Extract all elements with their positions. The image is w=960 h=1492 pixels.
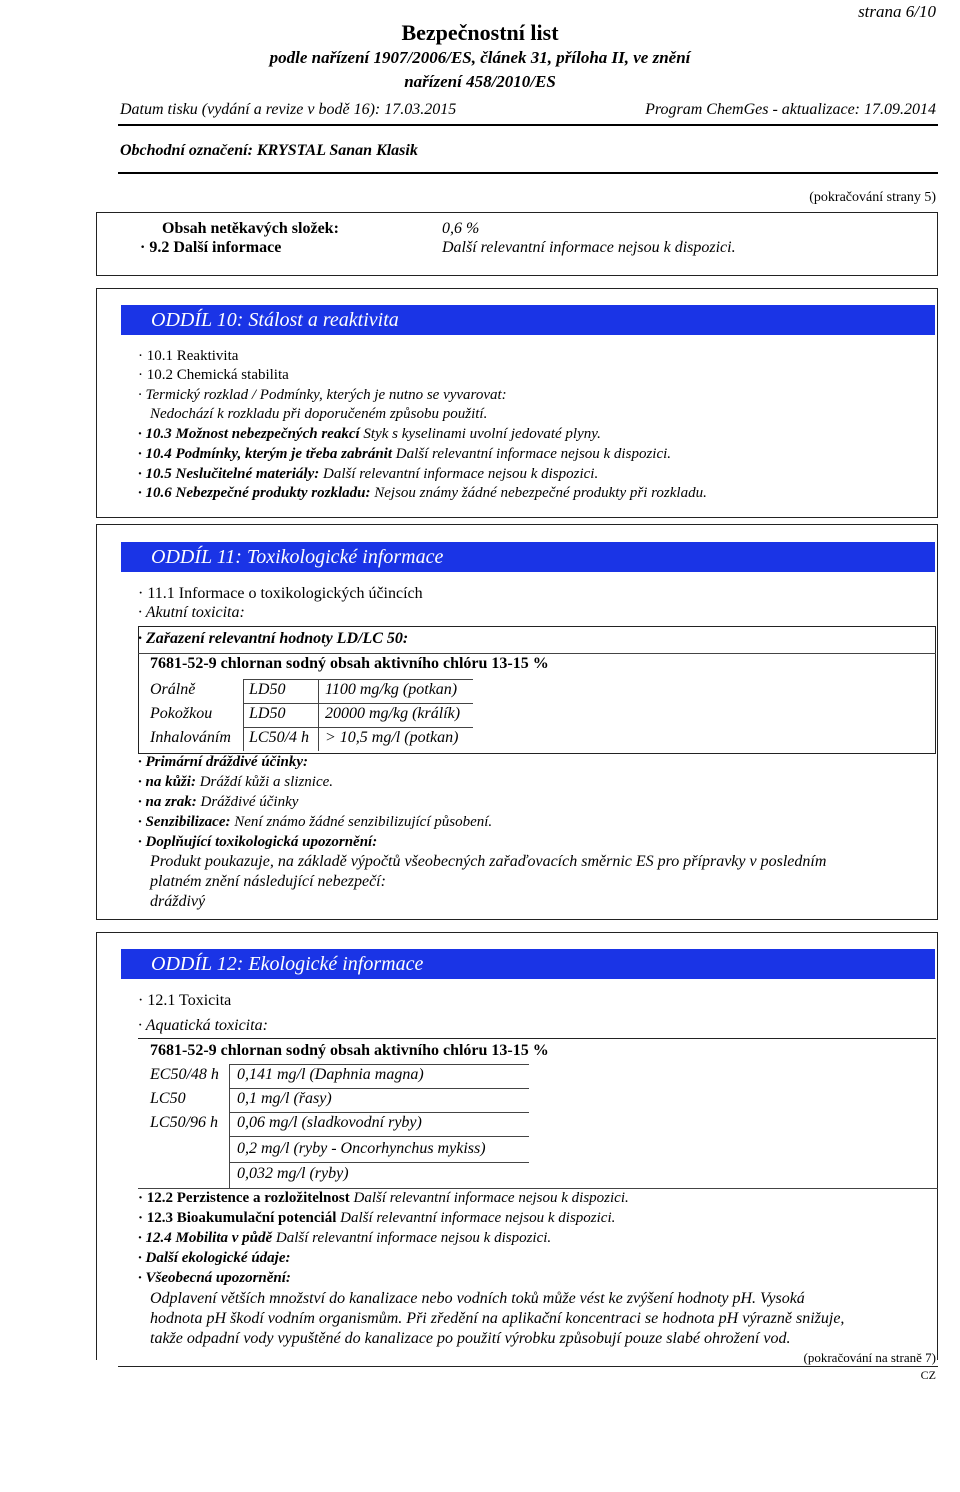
tox-type: LC50/4 h xyxy=(249,729,310,746)
s11-eye xyxy=(138,794,298,811)
trade-name-rule xyxy=(118,172,938,174)
tox-type: LD50 xyxy=(249,705,286,722)
tox-route: Pokožkou xyxy=(150,705,213,722)
s12-general-text-2: hodnota pH škodí vodním organismům. Při zředění na aplikační koncentraci se hodnota pH výrazně snižuje, xyxy=(150,1310,845,1327)
s12-persistence-value: Další relevantní informace nejsou k dispozici. xyxy=(353,1190,629,1206)
voc-value: 0,6 % xyxy=(442,220,480,237)
s10-thermal-value: Nedochází k rozkladu při doporučeném způsobu použití. xyxy=(150,406,488,422)
tox-value: 20000 mg/kg (králík) xyxy=(325,705,461,722)
s10-conditions-label: · 10.4 Podmínky, kterým je třeba zabránit xyxy=(138,446,393,462)
s12-eco-label: · Další ekologické údaje: xyxy=(138,1250,291,1266)
voc-label: Obsah netěkavých složek: xyxy=(162,220,339,237)
s10-decomposition-value: Nejsou známy žádné nebezpečné produkty při rozkladu. xyxy=(374,485,707,501)
aquatic-row-top xyxy=(229,1064,529,1065)
section-11-header xyxy=(121,542,935,572)
s12-persistence xyxy=(138,1190,629,1207)
other-info-label: · 9.2 Další informace xyxy=(140,239,282,256)
s10-decomposition-label: · 10.6 Nebezpečné produkty rozkladu: xyxy=(138,485,371,501)
s11-eye-value: Dráždivé účinky xyxy=(200,794,299,810)
ld-lc-divider xyxy=(138,653,936,654)
s11-sensitization-value: Není známo žádné senzibilizující působení. xyxy=(234,814,493,830)
tox-value: > 10,5 mg/l (potkan) xyxy=(325,729,459,746)
s10-incompatible-value: Další relevantní informace nejsou k dispozici. xyxy=(322,466,599,482)
s11-info: · 11.1 Informace o toxikologických účincích xyxy=(138,585,423,602)
ld-lc-col-divider-2 xyxy=(318,679,319,751)
ld-lc-substance: 7681-52-9 chlornan sodný obsah aktivního chlóru 13-15 % xyxy=(150,655,549,672)
program-version: Program ChemGes - aktualizace: 17.09.2014 xyxy=(645,101,936,118)
ld-lc-row-line-2 xyxy=(243,727,473,728)
section-11-title: ODDÍL 11: Toxikologické informace xyxy=(151,546,444,568)
other-info-value: Další relevantní informace nejsou k dispozici. xyxy=(442,239,736,256)
s11-additional-text-1: Produkt poukazuje, na základě výpočtů všeobecných zařaďovacích směrnic ES pro přípravky v posledním xyxy=(150,853,827,870)
continued-to: (pokračování na straně 7) xyxy=(803,1350,936,1365)
continued-from: (pokračování strany 5) xyxy=(809,190,936,205)
s12-persistence-label: · 12.2 Perzistence a rozložitelnost xyxy=(138,1190,350,1206)
tox-value: 1100 mg/kg (potkan) xyxy=(325,681,458,698)
s11-irritant: · Primární dráždivé účinky: xyxy=(138,754,309,770)
s11-sensitization xyxy=(138,814,492,831)
regulation-line-1: podle nařízení 1907/2006/ES, článek 31, příloha II, ve znění xyxy=(269,48,691,67)
ld-lc-row-top xyxy=(243,679,473,680)
tox-route: Inhalováním xyxy=(150,729,231,746)
s10-thermal-label: · Termický rozklad / Podmínky, kterých je nutno se vyvarovat: xyxy=(138,387,507,403)
document-title: Bezpečnostní list xyxy=(401,20,559,45)
section-10-title: ODDÍL 10: Stálost a reaktivita xyxy=(151,309,399,331)
s11-skin-value: Dráždí kůži a sliznice. xyxy=(199,774,334,790)
s12-toxicity: · 12.1 Toxicita xyxy=(138,992,232,1009)
s10-decomposition xyxy=(138,485,707,502)
s12-general-text-1: Odplavení větších množství do kanalizace nebo vodních toků může vést ke zvýšení hodnoty pH. Vysoká xyxy=(150,1290,805,1307)
s12-mobility-label: · 12.4 Mobilita v půdě xyxy=(138,1230,273,1246)
s11-acute: · Akutní toxicita: xyxy=(138,604,245,621)
s11-skin-label: · na kůži: xyxy=(138,774,196,790)
aquatic-substance: 7681-52-9 chlornan sodný obsah aktivního chlóru 13-15 % xyxy=(150,1042,549,1059)
s10-incompatible-label: · 10.5 Neslučitelné materiály: xyxy=(138,466,320,482)
aquatic-row-line-4 xyxy=(229,1162,529,1163)
aquatic-value: 0,2 mg/l (ryby - Oncorhynchus mykiss) xyxy=(237,1140,486,1157)
footer-rule xyxy=(118,1366,938,1367)
trade-name: Obchodní označení: KRYSTAL Sanan Klasik xyxy=(120,142,418,159)
s10-hazardous-reactions-value: Styk s kyselinami uvolní jedovaté plyny. xyxy=(363,426,601,442)
s11-additional-text-2: platném znění následující nebezpečí: xyxy=(150,873,386,890)
s10-hazardous-reactions xyxy=(138,426,601,443)
aquatic-type: LC50/96 h xyxy=(150,1114,219,1131)
s12-general-text-3: takže odpadní vody vypuštěné do kanalizace po použití výrobku způsobují pouze slabé ohrožení vod. xyxy=(150,1330,791,1347)
aquatic-row-line-1 xyxy=(229,1088,529,1089)
s12-aquatic: · Aquatická toxicita: xyxy=(138,1017,268,1034)
aquatic-type: EC50/48 h xyxy=(150,1066,219,1083)
section-10-header xyxy=(121,305,935,335)
page-number: strana 6/10 xyxy=(858,2,936,21)
s12-bioaccumulation-label: · 12.3 Bioakumulační potenciál xyxy=(138,1210,337,1226)
language-code: CZ xyxy=(920,1368,936,1382)
regulation-line-2: nařízení 458/2010/ES xyxy=(404,72,556,91)
s10-incompatible xyxy=(138,466,598,483)
aquatic-value: 0,032 mg/l (ryby) xyxy=(237,1165,349,1182)
ld-lc-row-line-1 xyxy=(243,703,473,704)
ld-lc-col-divider-1 xyxy=(243,679,244,751)
s12-bioaccumulation-value: Další relevantní informace nejsou k dispozici. xyxy=(340,1210,616,1226)
s12-mobility xyxy=(138,1230,551,1247)
aquatic-type: LC50 xyxy=(150,1090,186,1107)
s11-skin xyxy=(138,774,333,791)
s12-mobility-value: Další relevantní informace nejsou k dispozici. xyxy=(275,1230,552,1246)
header-rule xyxy=(118,124,938,126)
section-12-header xyxy=(121,949,935,979)
s11-eye-label: · na zrak: xyxy=(138,794,197,810)
aquatic-row-line-2 xyxy=(229,1112,529,1113)
s10-conditions xyxy=(138,446,671,463)
s10-stability: · 10.2 Chemická stabilita xyxy=(138,367,289,383)
aquatic-row-line-3 xyxy=(229,1136,529,1137)
s12-bioaccumulation xyxy=(138,1210,615,1227)
aquatic-value: 0,141 mg/l (Daphnia magna) xyxy=(237,1066,424,1083)
s11-additional-text-3: dráždivý xyxy=(150,893,206,910)
s10-conditions-value: Další relevantní informace nejsou k dispozici. xyxy=(395,446,672,462)
s11-sensitization-label: · Senzibilizace: xyxy=(138,814,231,830)
aquatic-table-bottom xyxy=(138,1188,938,1189)
s11-additional-label: · Doplňující toxikologická upozornění: xyxy=(138,834,378,850)
section-12-title: ODDÍL 12: Ekologické informace xyxy=(151,953,424,975)
aquatic-col-divider xyxy=(229,1064,230,1188)
tox-type: LD50 xyxy=(249,681,286,698)
aquatic-value: 0,1 mg/l (řasy) xyxy=(237,1090,332,1107)
aquatic-value: 0,06 mg/l (sladkovodní ryby) xyxy=(237,1114,422,1131)
s12-general-label: · Všeobecná upozornění: xyxy=(138,1270,291,1286)
ld-lc-table-title: · Zařazení relevantní hodnoty LD/LC 50: xyxy=(138,630,409,647)
s10-hazardous-reactions-label: · 10.3 Možnost nebezpečných reakcí xyxy=(138,426,360,442)
print-date: Datum tisku (vydání a revize v bodě 16): 17.03.2015 xyxy=(120,101,457,118)
tox-route: Orálně xyxy=(150,681,196,698)
s10-reactivity: · 10.1 Reaktivita xyxy=(138,348,239,364)
